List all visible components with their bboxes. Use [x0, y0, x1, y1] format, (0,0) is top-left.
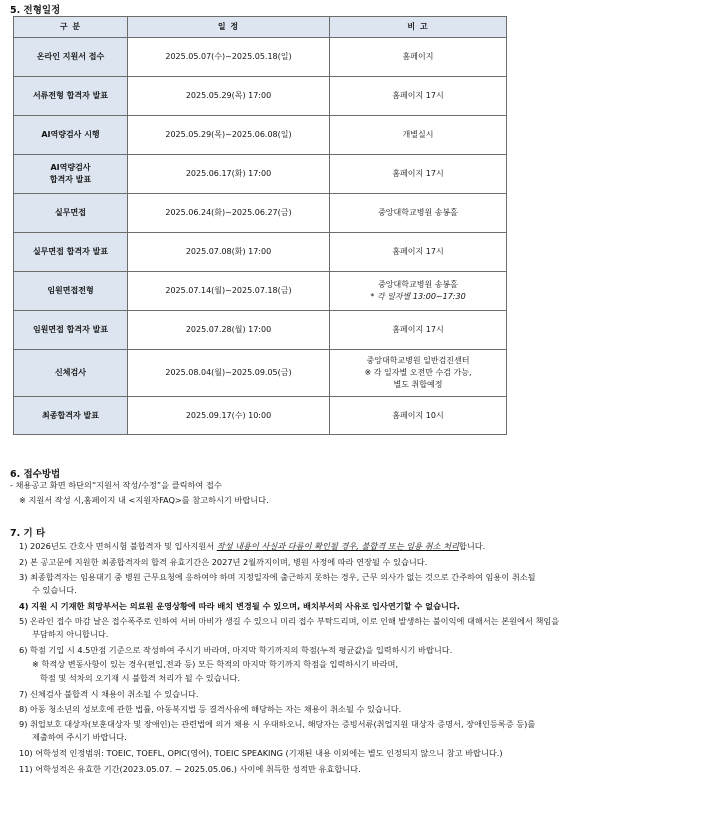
- category-line: 신체검사: [55, 368, 86, 377]
- schedule-cell: 2025.07.28(월) 17:00: [128, 311, 330, 350]
- table-row: [14, 397, 507, 435]
- note-cell: [330, 233, 507, 272]
- section6-line1: - 채용공고 화면 하단의“지원서 작성/수정”을 클릭하여 접수: [10, 480, 222, 490]
- table-row: [14, 272, 507, 311]
- category-line: 합격자 발표: [49, 175, 92, 184]
- schedule-cell: 2025.07.08(화) 17:00: [128, 233, 330, 272]
- note-line: 홈페이지: [402, 52, 434, 61]
- category-line: AI역량검사: [50, 163, 91, 172]
- table-row: [14, 350, 507, 397]
- note-time-line: * 각 일자별 13:00~17:30: [370, 292, 466, 301]
- note-line: 중앙대학교병원 송봉홀: [378, 280, 458, 289]
- category-cell: [14, 311, 128, 350]
- table-row: [14, 77, 507, 116]
- category-line: 임원면접 합격자 발표: [32, 325, 109, 334]
- section6-title: 6. 접수방법: [10, 469, 61, 480]
- item-5: 5) 온라인 접수 마감 날은 접수폭주로 인하여 서버 마비가 생길 수 있으니 미리 접수 부탁드리며, 이로 인해 발생하는 불이익에 대해서는 본원에서 책임을: [19, 616, 560, 626]
- schedule-cell: 2025.09.17(수) 10:00: [128, 397, 330, 435]
- item-3-cont: 수 있습니다.: [32, 585, 77, 595]
- category-line: 실무면접: [55, 208, 86, 217]
- category-cell: [14, 233, 128, 272]
- schedule-cell: 2025.05.29(목)~2025.06.08(일): [128, 116, 330, 155]
- note-cell: [330, 155, 507, 194]
- note-cell: [330, 397, 507, 435]
- item-1-tail: 합니다.: [458, 541, 486, 551]
- table-row: [14, 116, 507, 155]
- note-line: ※ 각 일자별 오전만 수검 가능,: [364, 368, 472, 377]
- item-9-cont: 제출하여 주시기 바랍니다.: [32, 732, 127, 742]
- category-cell: [14, 397, 128, 435]
- item-6-note2: 학점 및 석차의 오기재 시 불합격 처리가 될 수 있습니다.: [40, 673, 241, 683]
- note-line: 별도 취합예정: [393, 380, 443, 389]
- note-line: 홈페이지 17시: [392, 247, 444, 256]
- schedule-cell: 2025.07.14(월)~2025.07.18(금): [128, 272, 330, 311]
- item-4: 4) 지원 시 기재한 희망부서는 의료원 운영상황에 따라 배치 변경될 수 있으며, 배치부서의 사유로 입사연기할 수 없습니다.: [19, 601, 460, 611]
- category-line: AI역량검사 시행: [41, 130, 100, 139]
- table-row: [14, 194, 507, 233]
- header-category: 구 분: [14, 17, 128, 38]
- item-1: [10, 540, 485, 553]
- item-11: 11) 어학성적은 유효한 기간(2023.05.07. ~ 2025.05.06.) 사이에 취득한 성적만 유효합니다.: [19, 764, 361, 774]
- item-7: 7) 신체검사 불합격 시 채용이 취소될 수 있습니다.: [19, 689, 199, 699]
- header-note: 비 고: [330, 17, 507, 38]
- category-cell: [14, 116, 128, 155]
- table-row: [14, 311, 507, 350]
- category-line: 최종합격자 발표: [42, 410, 99, 420]
- category-cell: [14, 194, 128, 233]
- item-5-cont: 부담하지 아니합니다.: [32, 629, 109, 639]
- item-1-text: 1) 2026년도 간호사 면허시험 불합격자 및 입사지원서: [19, 541, 217, 551]
- category-cell: [14, 350, 128, 397]
- item-6-note1: ※ 학적상 변동사항이 있는 경우(편입,전과 등) 모든 학적의 마지막 학기까지 학점을 입력하시기 바라며,: [32, 659, 399, 669]
- table-row: [14, 233, 507, 272]
- schedule-cell: 2025.06.17(화) 17:00: [128, 155, 330, 194]
- note-line: 홈페이지 17시: [392, 91, 444, 100]
- note-cell: [330, 194, 507, 233]
- table-row: [14, 155, 507, 194]
- item-2: 2) 본 공고문에 지원한 최종합격자의 합격 유효기간은 2027년 2월까지이며, 병원 사정에 따라 연장될 수 있습니다.: [19, 557, 428, 567]
- item-9: 9) 취업보호 대상자(보훈대상자 및 장애인)는 관련법에 의거 채용 시 우대하오니, 해당자는 증빙서류(취업지원 대상자 증명서, 장애인등록증 등)를: [19, 719, 536, 729]
- category-cell: [14, 272, 128, 311]
- section5-title: 5. 전형일정: [10, 5, 61, 16]
- item-10: 10) 어학성적 인정범위: TOEIC, TOEFL, OPIC(영어), TOEIC SPEAKING (기재된 내용 이외에는 별도 인정되지 않으니 참고 바랍니다.): [19, 748, 503, 758]
- section6-line2: ※ 지원서 작성 시,홈페이지 내 <지원자FAQ>를 참고하시기 바랍니다.: [19, 495, 269, 505]
- schedule-cell: 2025.06.24(화)~2025.06.27(금): [128, 194, 330, 233]
- note-line: 중앙대학교병원 송봉홀: [378, 208, 458, 217]
- schedule-table: [13, 16, 507, 435]
- note-line: 중앙대학교병원 일반검진센터: [366, 356, 470, 365]
- category-line: 실무면접 합격자 발표: [32, 247, 109, 256]
- section7-title: 7. 기 타: [10, 528, 46, 539]
- note-cell: [330, 272, 507, 311]
- item-1-emphasis: 작성 내용이 사실과 다름이 확인될 경우, 불합격 또는 임용 취소 처리: [216, 541, 459, 551]
- note-cell: [330, 350, 507, 397]
- note-cell: [330, 38, 507, 77]
- note-cell: [330, 311, 507, 350]
- note-line: 홈페이지 17시: [392, 325, 444, 334]
- note-cell: [330, 77, 507, 116]
- category-line: 임원면접전형: [47, 286, 94, 295]
- table-row: [14, 38, 507, 77]
- category-cell: [14, 38, 128, 77]
- schedule-cell: 2025.05.29(목) 17:00: [128, 77, 330, 116]
- note-line: 홈페이지 17시: [392, 169, 444, 178]
- note-line: 홈페이지 10시: [392, 410, 444, 420]
- category-line: 서류전형 합격자 발표: [32, 91, 109, 100]
- schedule-cell: 2025.05.07(수)~2025.05.18(일): [128, 38, 330, 77]
- category-cell: [14, 77, 128, 116]
- category-cell: [14, 155, 128, 194]
- schedule-cell: 2025.08.04(월)~2025.09.05(금): [128, 350, 330, 397]
- item-6: 6) 학점 기입 시 4.5만점 기준으로 작성하여 주시기 바라며, 마지막 학기까지의 학점(누적 평균값)을 입력하시기 바랍니다.: [19, 645, 453, 655]
- category-line: 온라인 지원서 접수: [36, 52, 105, 61]
- item-3: 3) 최종합격자는 임용대기 중 병원 근무요청에 응하여야 하며 지정일자에 출근하지 못하는 경우, 근무 의사가 없는 것으로 간주하여 임용이 취소될: [19, 572, 536, 582]
- item-8: 8) 아동 청소년의 성보호에 관한 법률, 아동복지법 등 결격사유에 해당하는 자는 채용이 취소될 수 있습니다.: [19, 704, 402, 714]
- table-header-row: [14, 17, 507, 38]
- note-line: 개별실시: [402, 130, 434, 139]
- header-schedule: 일 정: [128, 17, 330, 38]
- note-cell: [330, 116, 507, 155]
